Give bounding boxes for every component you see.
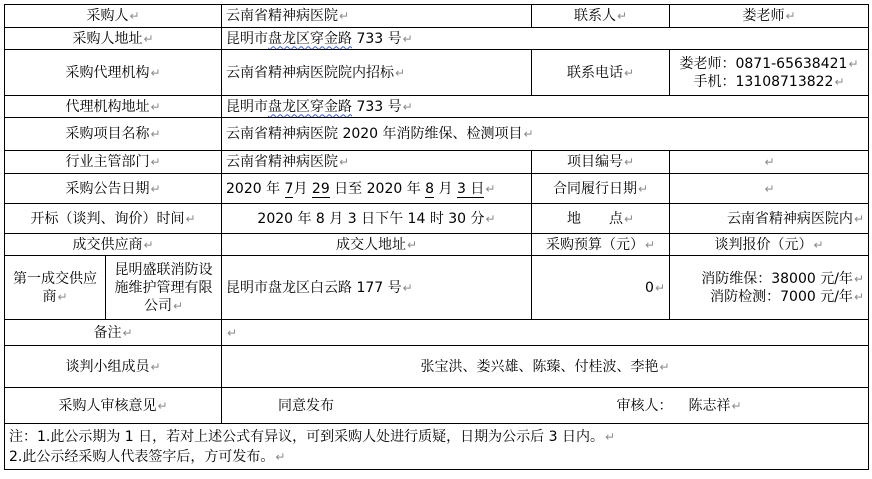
row-agency-address (5, 96, 869, 118)
open-label: 开标（谈判、询价）时间↵ (5, 204, 222, 234)
number-value: ↵ (670, 151, 869, 174)
place-value: 云南省精神病医院内↵ (670, 204, 869, 234)
quote-value: 消防维保：38000 元/年↵ 消防检测：7000 元/年↵ (670, 256, 869, 320)
row-remark (5, 320, 869, 346)
row-dept (5, 151, 869, 174)
budget-value: 0↵ (532, 256, 670, 320)
agency-address-label: 代理机构地址↵ (5, 96, 222, 118)
contract-value: ↵ (670, 174, 869, 204)
address-label: 采购人地址↵ (5, 28, 222, 50)
panel-value: 张宝洪、娄兴雄、陈臻、付桂波、李艳↵ (222, 346, 869, 388)
row-announce-date (5, 174, 869, 204)
row-project (5, 118, 869, 151)
supplier-address-header: 成交人地址↵ (222, 234, 532, 256)
row-first-supplier (5, 256, 869, 320)
number-label: 项目编号↵ (532, 151, 670, 174)
contract-label: 合同履行日期↵ (532, 174, 670, 204)
agency-address-value: 昆明市盘龙区穿金路 733 号↵ (222, 96, 869, 118)
remark-value: ↵ (222, 320, 869, 346)
agency-value: 云南省精神病医院院内招标↵ (222, 50, 532, 96)
agency-label: 采购代理机构↵ (5, 50, 222, 96)
contact-value: 娄老师↵ (670, 5, 869, 28)
row-purchaser-address (5, 28, 869, 50)
project-label: 采购项目名称↵ (5, 118, 222, 151)
address-value: 昆明市盘龙区穿金路 733 号↵ (222, 28, 869, 50)
review-value: 同意发布 审核人： 陈志祥↵ (222, 388, 869, 424)
row-notes (5, 424, 869, 470)
row-review (5, 388, 869, 424)
dept-value: 云南省精神病医院↵ (222, 151, 532, 174)
open-value: 2020 年 8 月 3 日下午 14 时 30 分↵ (222, 204, 532, 234)
row-purchaser (5, 5, 869, 28)
phone-label: 联系电话↵ (532, 50, 670, 96)
date-label: 采购公告日期↵ (5, 174, 222, 204)
review-label: 采购人审核意见↵ (5, 388, 222, 424)
project-value: 云南省精神病医院 2020 年消防维保、检测项目↵ (222, 118, 869, 151)
row-panel (5, 346, 869, 388)
supplier-header: 成交供应商↵ (5, 234, 222, 256)
contact-label: 联系人↵ (532, 5, 670, 28)
remark-label: 备注↵ (5, 320, 222, 346)
place-label: 地 点↵ (532, 204, 670, 234)
budget-header: 采购预算（元）↵ (532, 234, 670, 256)
row-open-time (5, 204, 869, 234)
notes: 注：1.此公示期为 1 日，若对上述公式有异议，可到采购人处进行质疑，日期为公示后 3 日内。↵ 2.此公示经采购人代表签字后，方可发布。↵ (5, 424, 869, 470)
panel-label: 谈判小组成员↵ (5, 346, 222, 388)
quote-header: 谈判报价（元）↵ (670, 234, 869, 256)
row-supplier-header (5, 234, 869, 256)
purchaser-label: 采购人↵ (5, 5, 222, 28)
phone-value: 娄老师：0871-65638421↵ 手机：13108713822↵ (670, 50, 869, 96)
supplier-address: 昆明市盘龙区白云路 177 号↵ (222, 256, 532, 320)
supplier-name: 昆明盛联消防设施维护管理有限公司↵ (106, 256, 222, 320)
purchaser-value: 云南省精神病医院↵ (222, 5, 532, 28)
row-agency (5, 50, 869, 96)
first-supplier-label: 第一成交供应商↵ (5, 256, 106, 320)
announcement-table (4, 4, 869, 470)
date-value: 2020 年 7月 29 日至 2020 年 8 月 3 日↵ (222, 174, 532, 204)
dept-label: 行业主管部门↵ (5, 151, 222, 174)
